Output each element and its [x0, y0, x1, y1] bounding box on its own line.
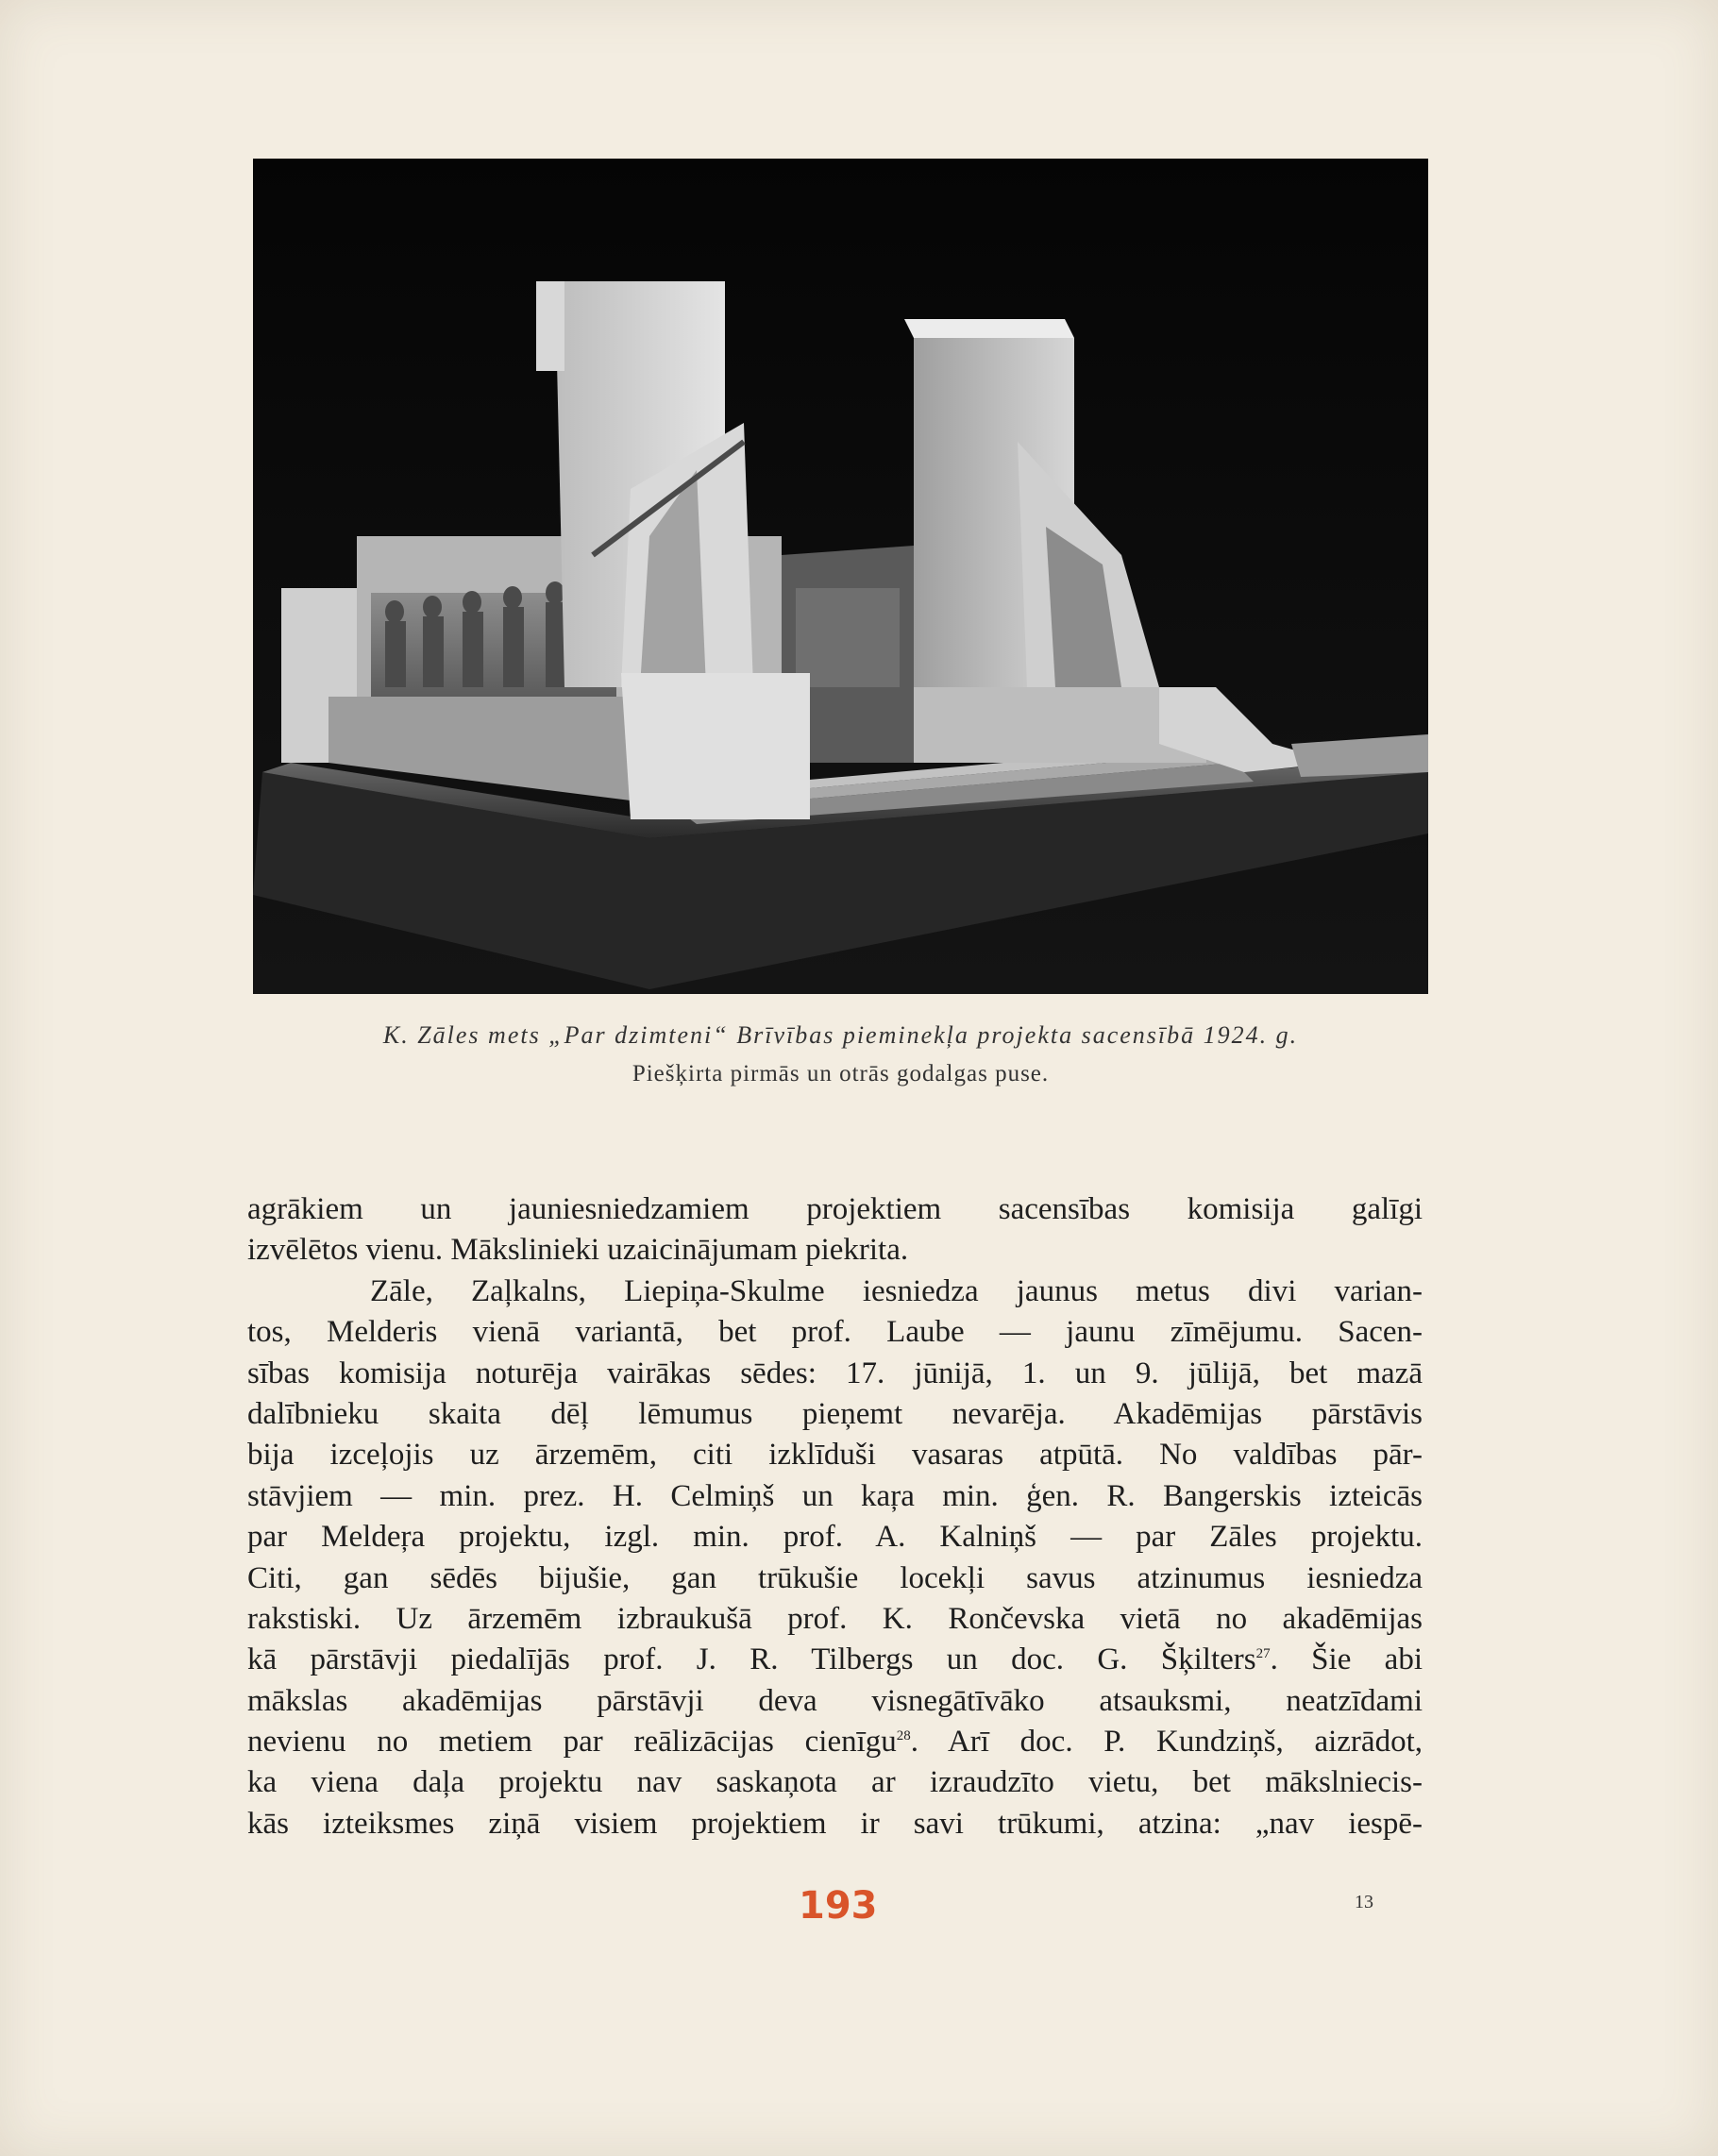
figure-caption-subline: Piešķirta pirmās un otrās godalgas puse.	[632, 1061, 1050, 1086]
text-line: Citi, gan sēdēs bijušie, gan trūkušie locekļi savus atzinumus iesniedza	[247, 1560, 1423, 1595]
footnote-marker: 28	[896, 1728, 911, 1744]
text-line: rakstiski. Uz ārzemēm izbraukušā prof. K. Rončevska vietā no akadēmijas	[247, 1601, 1423, 1636]
footnote-marker: 27	[1255, 1646, 1271, 1662]
text-line: mākslas akadēmijas pārstāvji deva visnegātīvāko atsauksmi, neatzīdami	[247, 1683, 1423, 1718]
text-segment: . Šie abi	[1270, 1642, 1423, 1677]
text-line: ka viena daļa projektu nav saskaņota ar izraudzīto vietu, bet mākslniecis-	[247, 1765, 1423, 1800]
printer-signature-mark: 13	[1355, 1892, 1373, 1912]
text-segment: nevienu no metiem par reālizācijas cienīgu	[247, 1725, 897, 1760]
text-line: kās izteiksmes ziņā visiem projektiem ir savi trūkumi, atzina: „nav iespē-	[247, 1806, 1423, 1841]
text-line: Zāle, Zaļkalns, Liepiņa-Skulme iesniedza jaunus metus divi varian-	[370, 1273, 1423, 1308]
text-line: tos, Melderis vienā variantā, bet prof. Laube — jaunu zīmējumu. Sacen-	[247, 1315, 1423, 1350]
text-line: izvēlētos vienu. Mākslinieki uzaicinājumam piekrita.	[247, 1233, 909, 1268]
text-line: bija izceļojis uz ārzemēm, citi izklīduši vasaras atpūtā. No valdības pār-	[247, 1438, 1423, 1473]
text-line: stāvjiem — min. prez. H. Celmiņš un kaŗa min. ģen. R. Bangerskis izteicās	[247, 1478, 1423, 1513]
figure-caption: K. Zāles mets „Par dzimteni“ Brīvības pieminekļa projekta sacensībā 1924. g.	[382, 1021, 1299, 1049]
text-line: agrākiem un jauniesniedzamiem projektiem sacensības komisija galīgi	[247, 1192, 1423, 1226]
text-line: par Meldeŗa projektu, izgl. min. prof. A. Kalniņš — par Zāles projektu.	[247, 1520, 1423, 1555]
text-line-with-footnote	[247, 1640, 1423, 1680]
page-number: 193	[799, 1884, 878, 1928]
text-line-with-footnote	[247, 1722, 1423, 1762]
monument-model-illustration	[253, 159, 1428, 994]
text-line: dalībnieku skaita dēļ lēmumus pieņemt nevarēja. Akadēmijas pārstāvis	[247, 1396, 1423, 1431]
article-body	[247, 1189, 1423, 1844]
text-segment: . Arī doc. P. Kundziņš, aizrādot,	[910, 1725, 1423, 1760]
text-line: sības komisija noturēja vairākas sēdes: 17. jūnijā, 1. un 9. jūlijā, bet mazā	[247, 1356, 1423, 1390]
text-segment: kā pārstāvji piedalījās prof. J. R. Tilbergs un doc. G. Šķilters	[247, 1642, 1256, 1677]
monument-photograph	[253, 159, 1428, 994]
